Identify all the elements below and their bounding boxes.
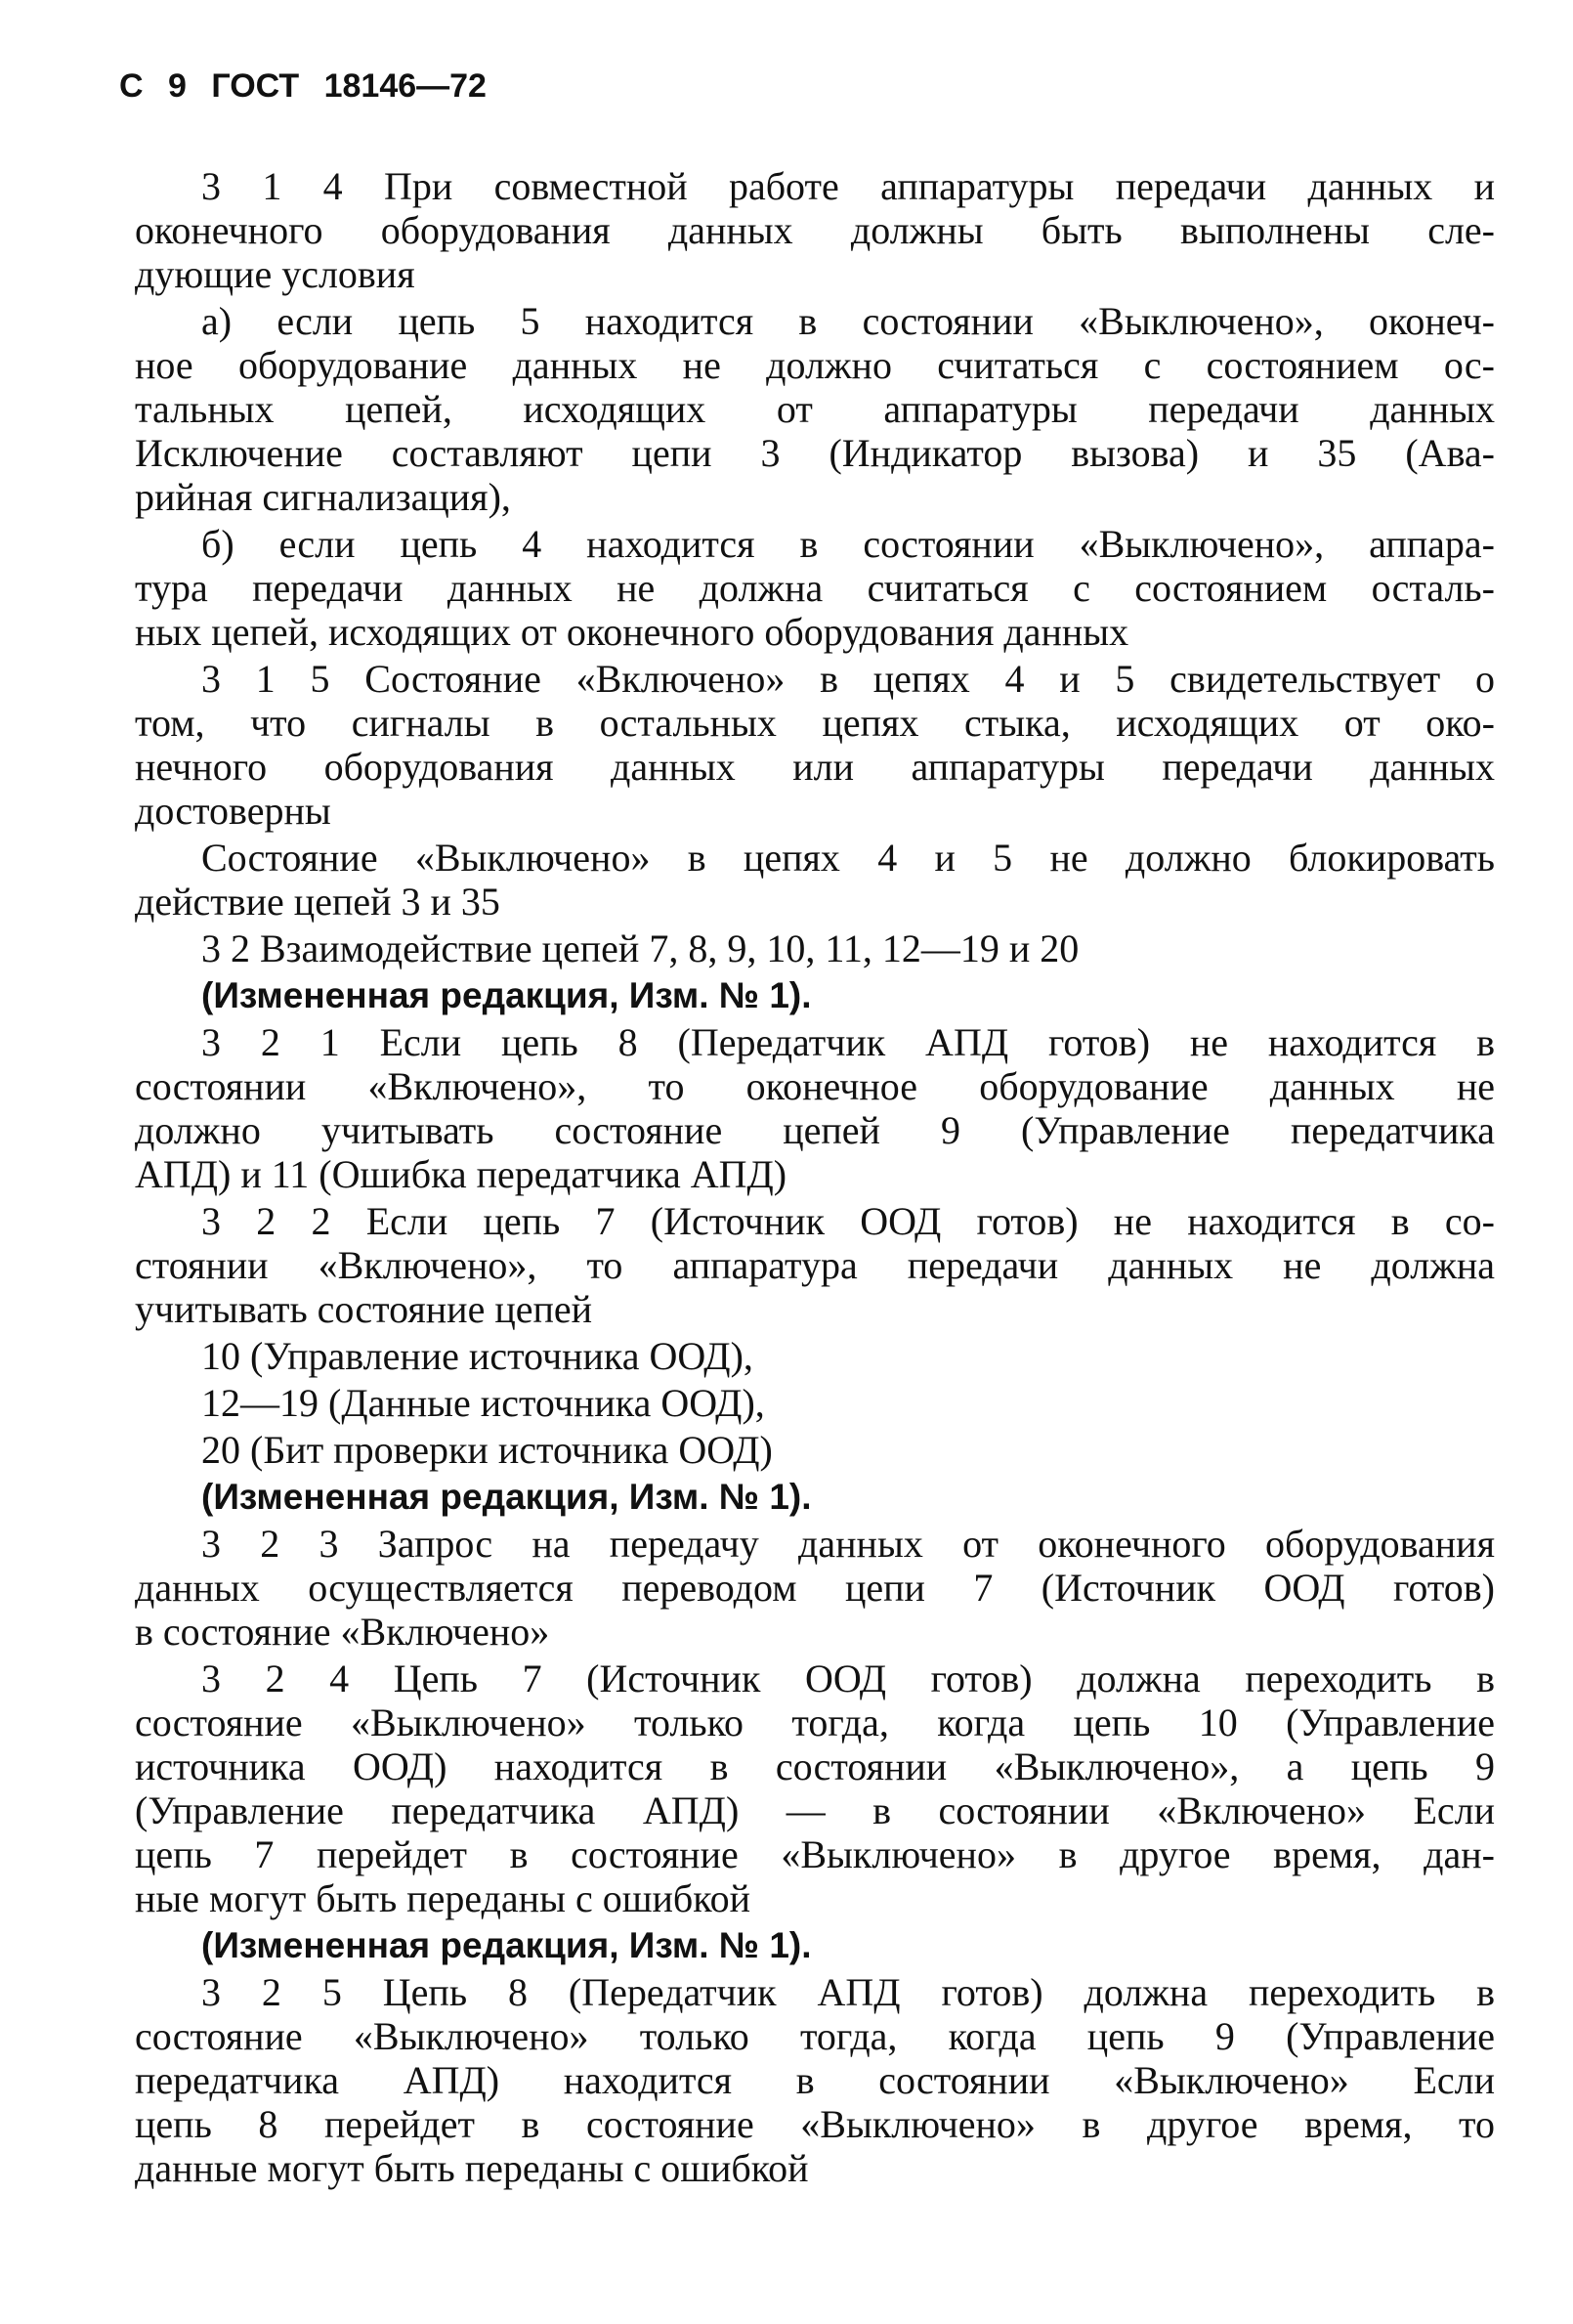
- text-line: нечного оборудования данных или аппаратуры передачи данных: [135, 745, 1495, 789]
- text-line: состояние «Выключено» только тогда, когда цепь 10 (Управление: [135, 1700, 1495, 1744]
- text-line: тальных цепей, исходящих от аппаратуры передачи данных: [135, 387, 1495, 431]
- paragraph: [135, 299, 1495, 519]
- paragraph: [135, 164, 1495, 296]
- standard-code: 18146—72: [323, 67, 487, 105]
- text-line: 12—19 (Данные источника ООД),: [201, 1381, 765, 1425]
- paragraph: [135, 1657, 1495, 1920]
- revision-note: [135, 973, 1495, 1017]
- text-line: должно учитывать состояние цепей 9 (Управление передатчика: [135, 1108, 1495, 1152]
- paragraph: [135, 1334, 1495, 1378]
- text-line: 3 2 2 Если цепь 7 (Источник ООД готов) не находится в со-: [201, 1199, 1495, 1243]
- text-line: цепь 7 перейдет в состояние «Выключено» в другое время, дан-: [135, 1832, 1495, 1876]
- paragraph: [135, 657, 1495, 833]
- text-line: 3 1 4 При совместной работе аппаратуры передачи данных и: [201, 164, 1495, 208]
- revision-note-text: (Измененная редакция, Изм. № 1).: [201, 975, 812, 1015]
- text-line: а) если цепь 5 находится в состоянии «Выключено», оконеч-: [201, 299, 1495, 343]
- text-line: 3 2 5 Цепь 8 (Передатчик АПД готов) должна переходить в: [201, 1970, 1495, 2014]
- text-line: дующие условия: [135, 252, 415, 296]
- text-line: стоянии «Включено», то аппаратура передачи данных не должна: [135, 1243, 1495, 1287]
- text-line: Исключение составляют цепи 3 (Индикатор вызова) и 35 (Ава-: [135, 431, 1495, 475]
- text-line: рийная сигнализация),: [135, 475, 511, 519]
- revision-note-text: (Измененная редакция, Изм. № 1).: [201, 1925, 812, 1965]
- text-line: цепь 8 перейдет в состояние «Выключено» в другое время, то: [135, 2102, 1495, 2146]
- text-line: в состояние «Включено»: [135, 1610, 550, 1654]
- text-line: ное оборудование данных не должно считаться с состоянием ос-: [135, 343, 1495, 387]
- text-line: б) если цепь 4 находится в состоянии «Выключено», аппара-: [201, 522, 1495, 566]
- text-line: 3 2 1 Если цепь 8 (Передатчик АПД готов) не находится в: [201, 1020, 1495, 1064]
- revision-note-text: (Измененная редакция, Изм. № 1).: [201, 1477, 812, 1517]
- document-body: [135, 164, 1495, 2193]
- paragraph: [135, 1199, 1495, 1331]
- text-line: действие цепей 3 и 35: [135, 880, 500, 924]
- text-line: том, что сигналы в остальных цепях стыка, исходящих от око-: [135, 701, 1495, 745]
- text-line: 3 2 Взаимодействие цепей 7, 8, 9, 10, 11, 12—19 и 20: [201, 926, 1080, 970]
- paragraph: [135, 1428, 1495, 1472]
- paragraph: [135, 926, 1495, 970]
- text-line: источника ООД) находится в состоянии «Выключено», а цепь 9: [135, 1744, 1495, 1788]
- text-line: 20 (Бит проверки источника ООД): [201, 1428, 773, 1472]
- header-prefix: С: [119, 67, 144, 105]
- text-line: передатчика АПД) находится в состоянии «Выключено» Если: [135, 2058, 1495, 2102]
- paragraph: [135, 522, 1495, 654]
- paragraph: [135, 1381, 1495, 1425]
- text-line: ные могут быть переданы с ошибкой: [135, 1876, 751, 1920]
- paragraph: [135, 836, 1495, 924]
- text-line: (Управление передатчика АПД) — в состоянии «Включено» Если: [135, 1788, 1495, 1832]
- text-line: 3 2 3 Запрос на передачу данных от оконечного оборудования: [201, 1522, 1495, 1566]
- paragraph: [135, 1522, 1495, 1654]
- revision-note: [135, 1475, 1495, 1519]
- text-line: учитывать состояние цепей: [135, 1287, 593, 1331]
- paragraph-gap: [135, 2190, 1495, 2193]
- text-line: 3 2 4 Цепь 7 (Источник ООД готов) должна переходить в: [201, 1657, 1495, 1700]
- text-line: достоверны: [135, 789, 331, 833]
- text-line: Состояние «Выключено» в цепях 4 и 5 не должно блокировать: [201, 836, 1495, 880]
- paragraph: [135, 1970, 1495, 2190]
- text-line: состояние «Выключено» только тогда, когда цепь 9 (Управление: [135, 2014, 1495, 2058]
- revision-note: [135, 1923, 1495, 1967]
- paragraph: [135, 1020, 1495, 1196]
- text-line: оконечного оборудования данных должны быть выполнены сле-: [135, 208, 1495, 252]
- text-line: 3 1 5 Состояние «Включено» в цепях 4 и 5 свидетельствует о: [201, 657, 1495, 701]
- text-line: тура передачи данных не должна считаться с состоянием осталь-: [135, 566, 1495, 610]
- text-line: 10 (Управление источника ООД),: [201, 1334, 753, 1378]
- text-line: данные могут быть переданы с ошибкой: [135, 2146, 809, 2190]
- text-line: ных цепей, исходящих от оконечного оборудования данных: [135, 610, 1129, 654]
- text-line: данных осуществляется переводом цепи 7 (Источник ООД готов): [135, 1566, 1495, 1610]
- text-line: состоянии «Включено», то оконечное оборудование данных не: [135, 1064, 1495, 1108]
- page-header: [119, 57, 627, 115]
- standard-label: ГОСТ: [211, 67, 300, 105]
- page-number: 9: [168, 67, 187, 105]
- text-line: АПД) и 11 (Ошибка передатчика АПД): [135, 1152, 787, 1196]
